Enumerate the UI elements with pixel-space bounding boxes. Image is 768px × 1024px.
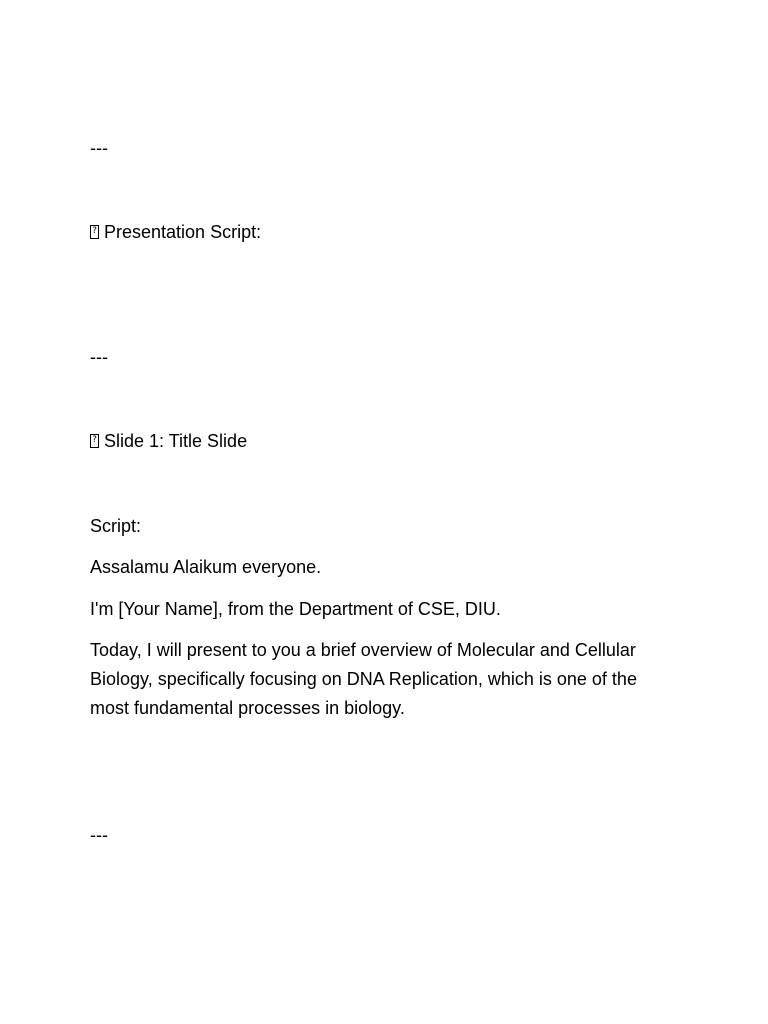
slide-1-heading — [90, 431, 247, 451]
presentation-script-heading — [90, 222, 261, 242]
separator-line: --- — [90, 825, 108, 845]
intro-paragraph: I'm [Your Name], from the Department of CSE, DIU. — [90, 599, 501, 619]
presentation-script-heading-text: Presentation Script: — [104, 222, 262, 242]
missing-glyph-icon — [90, 434, 99, 448]
greeting-paragraph: Assalamu Alaikum everyone. — [90, 557, 322, 577]
missing-glyph-icon — [90, 225, 99, 239]
separator-line: --- — [90, 138, 108, 158]
overview-paragraph: Today, I will present to you a brief overview of Molecular and Cellular Biology, specifically focusing on DNA Replication, which is one of the most fundamental processes in biology. — [90, 640, 637, 718]
separator-line: --- — [90, 347, 108, 367]
script-label: Script: — [90, 516, 142, 536]
slide-1-heading-text: Slide 1: Title Slide — [104, 431, 248, 451]
